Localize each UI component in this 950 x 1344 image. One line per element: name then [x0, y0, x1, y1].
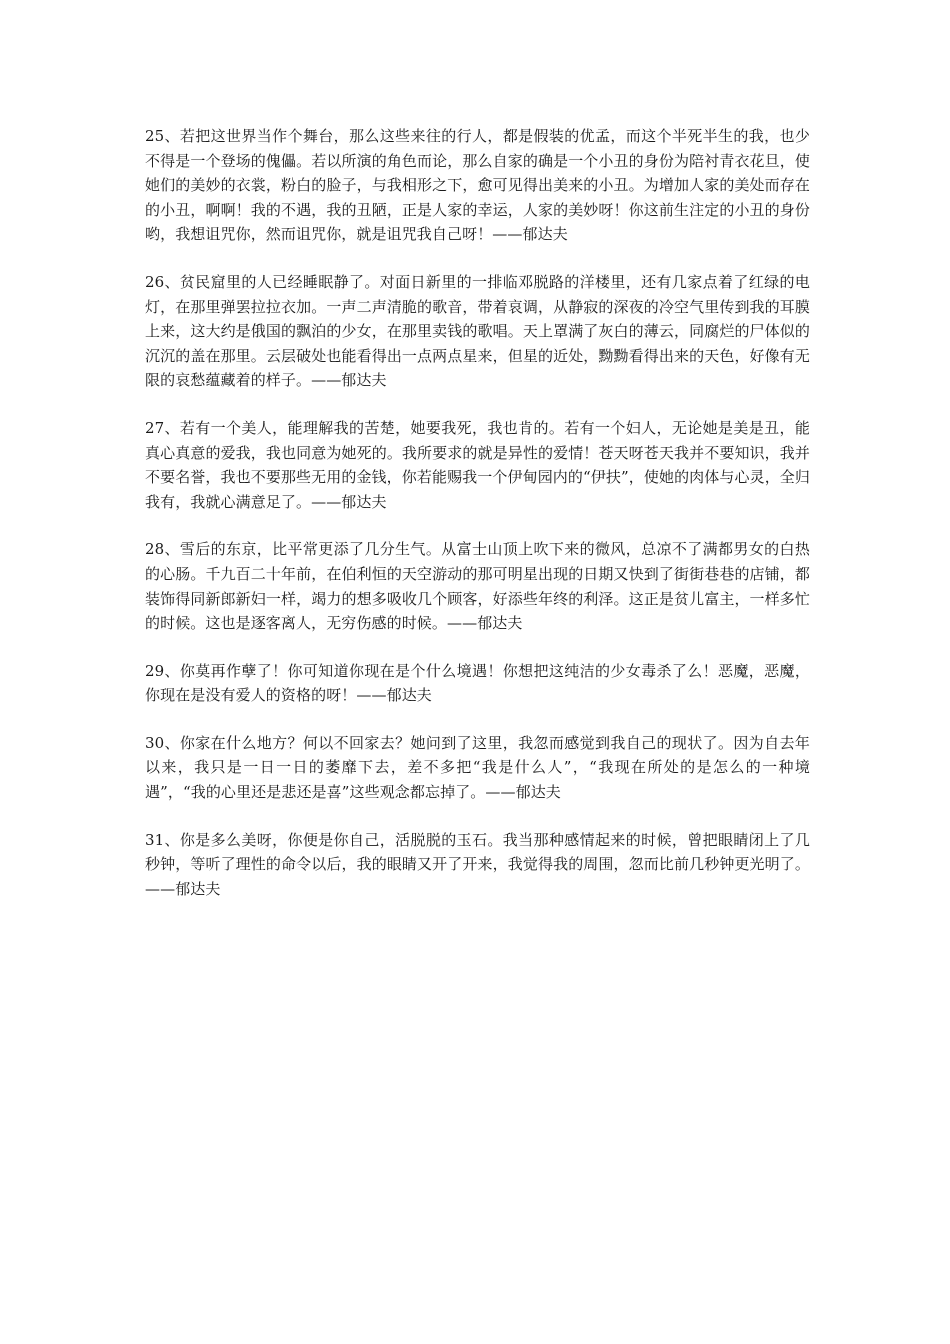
- paragraph-31: 31、你是多么美呀，你便是你自己，活脱脱的玉石。我当那种感情起来的时候，曾把眼睛闭上了几秒钟，等听了理性的命令以后，我的眼睛又开了开来，我觉得我的周围，忽而比前几秒钟更光明了。——郁达夫: [145, 830, 810, 898]
- paragraph-25: 25、若把这世界当作个舞台，那么这些来往的行人，都是假装的优孟，而这个半死半生的我，也少不得是一个登场的傀儡。若以所演的角色而论，那么自家的确是一个小丑的身份为陪衬青衣花旦，使她们的美妙的衣裳，粉白的脸子，与我相形之下，愈可见得出美来的小丑。为增加人家的美处而存在的小丑，啊啊！我的不遇，我的丑陋，正是人家的幸运，人家的美妙呀！你这前生注定的小丑的身份哟，我想诅咒你，然而诅咒你，就是诅咒我自己呀！——郁达夫: [145, 127, 810, 244]
- paragraph-26: 26、贫民窟里的人已经睡眠静了。对面日新里的一排临邓脱路的洋楼里，还有几家点着了红绿的电灯，在那里弹罢拉拉衣加。一声二声清脆的歌音，带着哀调，从静寂的深夜的冷空气里传到我的耳膜上来，这大约是俄国的飘泊的少女，在那里卖钱的歌唱。天上罩满了灰白的薄云，同腐烂的尸体似的沉沉的盖在那里。云层破处也能看得出一点两点星来，但星的近处，黝黝看得出来的天色，好像有无限的哀愁蕴藏着的样子。——郁达夫: [145, 272, 810, 390]
- paragraph-28: 28、雪后的东京，比平常更添了几分生气。从富士山顶上吹下来的微风，总凉不了满都男女的白热的心肠。千九百二十年前，在伯利恒的天空游动的那可明星出现的日期又快到了街街巷巷的店铺，都装饰得同新郎新妇一样，竭力的想多吸收几个顾客，好添些年终的利泽。这正是贫儿富主，一样多忙的时候。这也是逐客离人，无穷伤感的时候。——郁达夫: [145, 540, 810, 633]
- paragraph-30: 30、你家在什么地方？何以不回家去？她问到了这里，我忽而感觉到我自己的现状了。因为自去年以来，我只是一日一日的萎靡下去，差不多把“我是什么人”，“我现在所处的是怎么的一种境遇”，“我的心里还是悲还是喜”这些观念都忘掉了。——郁达夫: [145, 733, 810, 802]
- paragraph-29: 29、你莫再作孽了！你可知道你现在是个什么境遇！你想把这纯洁的少女毒杀了么！恶魔，恶魔，你现在是没有爱人的资格的呀！——郁达夫: [145, 661, 810, 705]
- paragraph-27: 27、若有一个美人，能理解我的苦楚，她要我死，我也肯的。若有一个妇人，无论她是美是丑，能真心真意的爱我，我也同意为她死的。我所要求的就是异性的爱情！苍天呀苍天我并不要知识，我并不要名誉，我也不要那些无用的金钱，你若能赐我一个伊甸园内的“伊扶”，使她的肉体与心灵，全归我有，我就心满意足了。——郁达夫: [145, 418, 810, 511]
- document-body: [145, 124, 810, 924]
